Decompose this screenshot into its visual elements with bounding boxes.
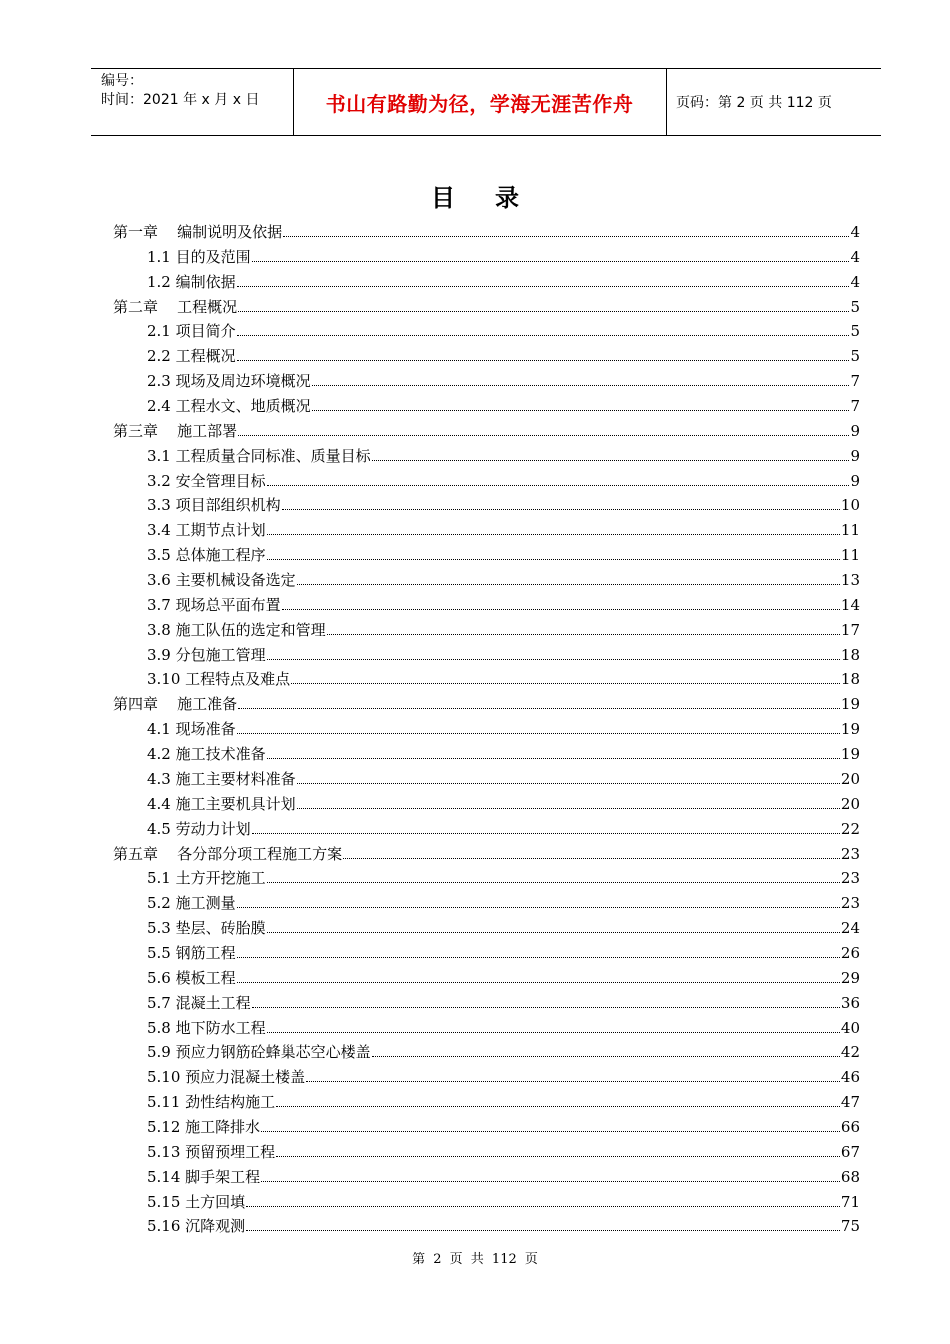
toc-dot-leader: [312, 385, 850, 386]
toc-section-entry[interactable]: [147, 392, 860, 416]
toc-section-entry[interactable]: [147, 964, 860, 988]
toc-entry-label: 5.9 预应力钢筋砼蜂巢芯空心楼盖: [147, 1043, 371, 1062]
toc-entry-page: 19: [840, 720, 860, 739]
toc-chapter-entry[interactable]: [113, 218, 860, 242]
toc-entry-label: 5.7 混凝土工程: [147, 993, 251, 1012]
toc-entry-label: 2.1 项目简介: [147, 322, 236, 341]
toc-section-entry[interactable]: [147, 864, 860, 888]
toc-section-entry[interactable]: [147, 591, 860, 615]
toc-dot-leader: [237, 982, 840, 983]
toc-section-entry[interactable]: [147, 342, 860, 366]
toc-entry-label: 4.5 劳动力计划: [147, 819, 251, 838]
toc-dot-leader: [267, 659, 840, 660]
toc-dot-leader: [372, 1056, 840, 1057]
toc-entry-label: 3.5 总体施工程序: [147, 546, 266, 565]
toc-dot-leader: [261, 1181, 840, 1182]
toc-entry-label: 第五章 各分部分项工程施工方案: [113, 844, 343, 863]
toc-section-entry[interactable]: [147, 541, 860, 565]
toc-section-entry[interactable]: [147, 1212, 860, 1236]
toc-chapter-entry[interactable]: [113, 690, 860, 714]
toc-entry-page: 9: [850, 471, 860, 490]
toc-entry-label: 1.2 编制依据: [147, 272, 236, 291]
toc-entry-label: 5.1 土方开挖施工: [147, 869, 266, 888]
toc-section-entry[interactable]: [147, 889, 860, 913]
toc-entry-page: 4: [850, 247, 860, 266]
toc-entry-page: 18: [840, 645, 860, 664]
toc-entry-label: 5.13 预留预埋工程: [147, 1142, 276, 1161]
document-number-label: 编号：: [101, 73, 143, 89]
toc-entry-label: 5.16 沉降观测: [147, 1217, 246, 1236]
page-footer: 第 2 页 共 112 页: [412, 1252, 538, 1267]
toc-entry-label: 5.6 模板工程: [147, 968, 236, 987]
toc-entry-page: 42: [840, 1043, 860, 1062]
toc-chapter-entry[interactable]: [113, 293, 860, 317]
toc-entry-label: 5.5 钢筋工程: [147, 943, 236, 962]
toc-entry-label: 5.15 土方回填: [147, 1192, 246, 1211]
toc-section-entry[interactable]: [147, 815, 860, 839]
toc-section-entry[interactable]: [147, 641, 860, 665]
toc-dot-leader: [312, 410, 850, 411]
toc-entry-page: 18: [840, 670, 860, 689]
toc-entry-page: 9: [850, 421, 860, 440]
toc-entry-page: 4: [850, 272, 860, 291]
toc-dot-leader: [267, 758, 840, 759]
toc-entry-label: 3.10 工程特点及难点: [147, 670, 291, 689]
toc-section-entry[interactable]: [147, 1138, 860, 1162]
toc-entry-page: 23: [840, 844, 860, 863]
toc-section-entry[interactable]: [147, 989, 860, 1013]
toc-dot-leader: [238, 311, 849, 312]
toc-section-entry[interactable]: [147, 765, 860, 789]
toc-entry-label: 5.14 脚手架工程: [147, 1167, 261, 1186]
toc-entry-page: 29: [840, 968, 860, 987]
toc-entry-page: 26: [840, 943, 860, 962]
toc-entry-label: 第二章 工程概况: [113, 297, 238, 316]
toc-section-entry[interactable]: [147, 715, 860, 739]
toc-entry-label: 3.4 工期节点计划: [147, 521, 266, 540]
toc-entry-label: 5.10 预应力混凝土楼盖: [147, 1068, 306, 1087]
toc-dot-leader: [276, 1106, 840, 1107]
toc-entry-page: 5: [850, 322, 860, 341]
toc-entry-page: 20: [840, 769, 860, 788]
toc-entry-page: 4: [850, 223, 860, 241]
toc-entry-page: 71: [840, 1192, 860, 1211]
toc-section-entry[interactable]: [147, 1188, 860, 1212]
toc-entry-page: 67: [840, 1142, 860, 1161]
toc-section-entry[interactable]: [147, 367, 860, 391]
toc-dot-leader: [372, 460, 850, 461]
toc-chapter-entry[interactable]: [113, 840, 860, 864]
toc-section-entry[interactable]: [147, 790, 860, 814]
toc-section-entry[interactable]: [147, 467, 860, 491]
toc-entry-label: 4.4 施工主要机具计划: [147, 794, 296, 813]
toc-dot-leader: [246, 1206, 840, 1207]
toc-chapter-entry[interactable]: [113, 417, 860, 441]
toc-dot-leader: [246, 1230, 840, 1231]
toc-entry-label: 3.2 安全管理目标: [147, 471, 266, 490]
toc-entry-page: 7: [850, 372, 860, 391]
toc-entry-page: 10: [840, 496, 860, 515]
toc-entry-label: 2.3 现场及周边环境概况: [147, 372, 311, 391]
toc-entry-page: 68: [840, 1167, 860, 1186]
toc-entry-page: 11: [840, 521, 860, 540]
toc-entry-label: 5.3 垫层、砖胎膜: [147, 919, 266, 938]
toc-section-entry[interactable]: [147, 491, 860, 515]
toc-dot-leader: [252, 1007, 840, 1008]
toc-entry-label: 5.2 施工测量: [147, 894, 236, 913]
toc-entry-page: 47: [840, 1093, 860, 1112]
toc-dot-leader: [252, 261, 850, 262]
toc-entry-page: 7: [850, 397, 860, 416]
toc-entry-label: 3.7 现场总平面布置: [147, 595, 281, 614]
document-time-label: 时间：2021 年 x 月 x 日: [101, 92, 260, 108]
toc-section-entry[interactable]: [147, 516, 860, 540]
toc-dot-leader: [297, 808, 840, 809]
toc-section-entry[interactable]: [147, 317, 860, 341]
toc-dot-leader: [237, 957, 840, 958]
toc-dot-leader: [237, 335, 850, 336]
toc-entry-page: 24: [840, 919, 860, 938]
toc-section-entry[interactable]: [147, 566, 860, 590]
toc-section-entry[interactable]: [147, 243, 860, 267]
toc-dot-leader: [282, 609, 840, 610]
toc-entry-label: 3.9 分包施工管理: [147, 645, 266, 664]
toc-entry-label: 5.8 地下防水工程: [147, 1018, 266, 1037]
header-page-info: 页码：第 2 页 共 112 页: [676, 95, 832, 111]
toc-dot-leader: [297, 783, 840, 784]
toc-entry-page: 22: [840, 819, 860, 838]
toc-section-entry[interactable]: [147, 268, 860, 292]
toc-entry-page: 36: [840, 993, 860, 1012]
toc-entry-page: 5: [850, 297, 860, 316]
toc-entry-label: 4.2 施工技术准备: [147, 745, 266, 764]
header-meta: [91, 69, 294, 135]
toc-section-entry[interactable]: [147, 665, 860, 689]
toc-entry-label: 4.3 施工主要材料准备: [147, 769, 296, 788]
toc-entry-label: 2.2 工程概况: [147, 347, 236, 366]
toc-dot-leader: [306, 1081, 840, 1082]
toc-entry-page: 66: [840, 1117, 860, 1136]
toc-dot-leader: [237, 907, 840, 908]
toc-section-entry[interactable]: [147, 1163, 860, 1187]
toc-section-entry[interactable]: [147, 1014, 860, 1038]
toc-dot-leader: [267, 1032, 840, 1033]
toc-entry-page: 23: [840, 869, 860, 888]
toc-entry-label: 第三章 施工部署: [113, 421, 238, 440]
toc-entry-page: 13: [840, 571, 860, 590]
toc-entry-label: 第一章 编制说明及依据: [113, 223, 283, 241]
toc-entry-label: 3.1 工程质量合同标准、质量目标: [147, 446, 371, 465]
toc-entry-label: 3.3 项目部组织机构: [147, 496, 281, 515]
toc-dot-leader: [282, 509, 840, 510]
toc-dot-leader: [261, 1131, 840, 1132]
toc-dot-leader: [267, 932, 840, 933]
toc-entry-page: 40: [840, 1018, 860, 1037]
toc-entry-label: 3.6 主要机械设备选定: [147, 571, 296, 590]
toc-entry-label: 5.11 劲性结构施工: [147, 1093, 276, 1112]
toc-dot-leader: [343, 858, 840, 859]
toc-dot-leader: [276, 1156, 840, 1157]
toc-entry-label: 5.12 施工降排水: [147, 1117, 261, 1136]
toc-dot-leader: [252, 833, 840, 834]
toc-section-entry[interactable]: [147, 740, 860, 764]
toc-entry-page: 23: [840, 894, 860, 913]
toc-entry-label: 1.1 目的及范围: [147, 247, 251, 266]
toc-section-entry[interactable]: [147, 442, 860, 466]
toc-section-entry[interactable]: [147, 1113, 860, 1137]
header-slogan: 书山有路勤为径，学海无涯苦作舟: [293, 69, 667, 135]
toc-dot-leader: [267, 485, 850, 486]
toc-entry-page: 14: [840, 595, 860, 614]
toc-entry-label: 4.1 现场准备: [147, 720, 236, 739]
toc-entry-label: 3.8 施工队伍的选定和管理: [147, 620, 326, 639]
toc-entry-label: 第四章 施工准备: [113, 695, 238, 714]
toc-dot-leader: [267, 559, 840, 560]
page-header: [91, 68, 881, 136]
toc-dot-leader: [238, 435, 849, 436]
toc-dot-leader: [238, 708, 840, 709]
toc-dot-leader: [237, 286, 850, 287]
toc-entry-page: 11: [840, 546, 860, 565]
toc-section-entry[interactable]: [147, 914, 860, 938]
toc-entry-page: 5: [850, 347, 860, 366]
toc-dot-leader: [237, 360, 850, 361]
toc-entry-label: 2.4 工程水文、地质概况: [147, 397, 311, 416]
toc-section-entry[interactable]: [147, 1063, 860, 1087]
toc-dot-leader: [283, 236, 849, 237]
toc-entry-page: 17: [840, 620, 860, 639]
toc-section-entry[interactable]: [147, 1088, 860, 1112]
toc-title: 目录: [431, 184, 559, 212]
toc-entry-page: 75: [840, 1217, 860, 1236]
toc-entry-page: 19: [840, 695, 860, 714]
toc-entry-page: 19: [840, 745, 860, 764]
toc-dot-leader: [327, 634, 840, 635]
toc-dot-leader: [297, 584, 840, 585]
toc-section-entry[interactable]: [147, 939, 860, 963]
toc-section-entry[interactable]: [147, 616, 860, 640]
toc-dot-leader: [237, 733, 840, 734]
toc-section-entry[interactable]: [147, 1038, 860, 1062]
toc-dot-leader: [267, 534, 840, 535]
toc-dot-leader: [291, 683, 840, 684]
toc-dot-leader: [267, 882, 840, 883]
toc-entry-page: 20: [840, 794, 860, 813]
toc-entry-page: 46: [840, 1068, 860, 1087]
toc-entry-page: 9: [850, 446, 860, 465]
